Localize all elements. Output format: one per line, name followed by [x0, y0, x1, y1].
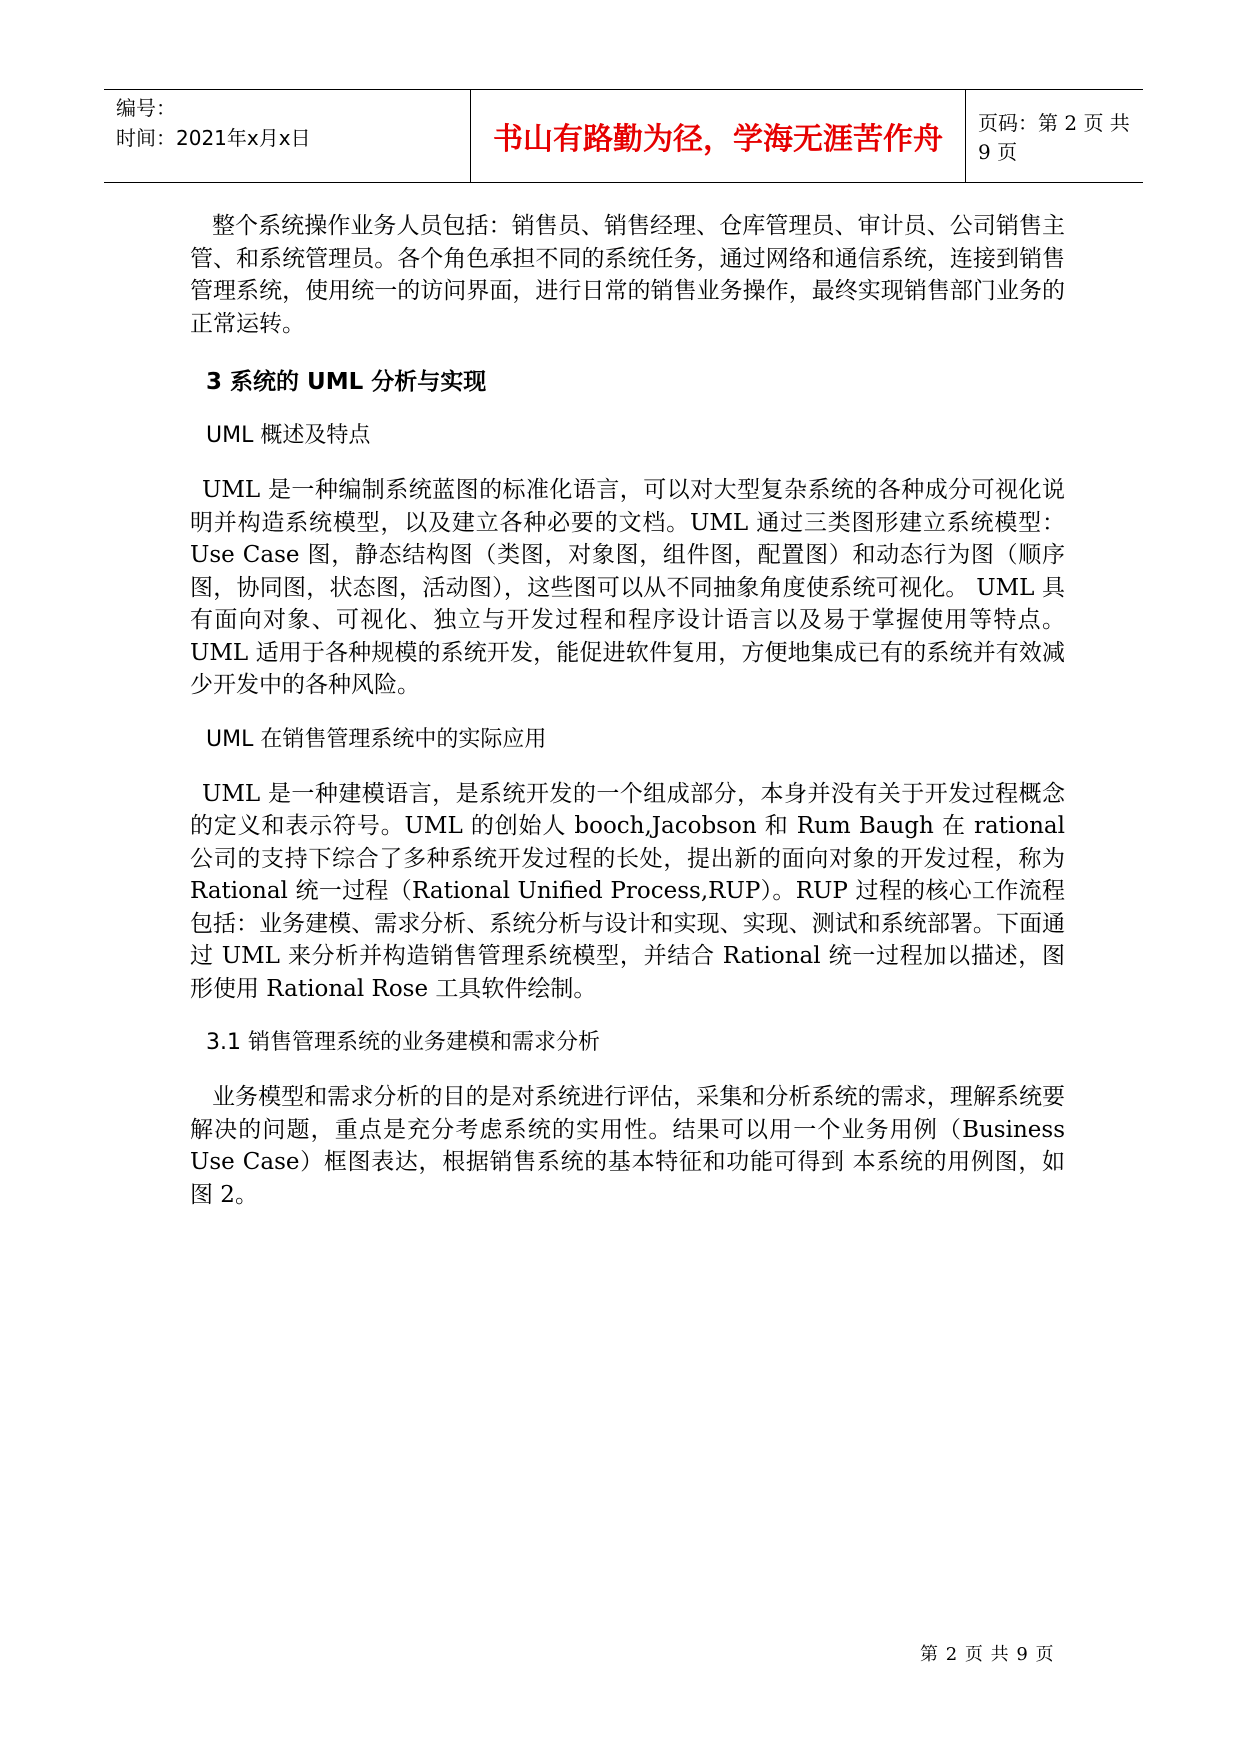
paragraph-uml-application: UML 是一种建模语言，是系统开发的一个组成部分，本身并没有关于开发过程概念的定义和表示符号。UML 的创始人 booch,Jacobson 和 Rum Baugh 在 rational 公司的支持下综合了多种系统开发过程的长处，提出新的面向对象的开发过程，称为 Rational 统一过程（Rational Unified Process,RUP）。RUP 过程的核心工作流程包括：业务建模、需求分析、系统分析与设计和实现、实现、测试和系统部署。下面通过 UML 来分析并构造销售管理系统模型，并结合 Rational 统一过程加以描述，图形使用 Rational Rose 工具软件绘制。	[190, 780, 1065, 1002]
subheading-uml-application: UML 在销售管理系统中的实际应用	[206, 726, 547, 752]
header-left	[116, 90, 470, 185]
doc-number-label: 编号：	[116, 96, 176, 120]
header-motto: 书山有路勤为径，学海无涯苦作舟	[470, 90, 966, 182]
subheading-uml-overview: UML 概述及特点	[206, 423, 371, 448]
paragraph-business-model: 业务模型和需求分析的目的是对系统进行评估，采集和分析系统的需求，理解系统要解决的问题，重点是充分考虑系统的实用性。结果可以用一个业务用例（Business Use Case）框图表达，根据销售系统的基本特征和功能可得到 本系统的用例图，如图 2。	[190, 1084, 1065, 1208]
paragraph-roles: 整个系统操作业务人员包括：销售员、销售经理、仓库管理员、审计员、公司销售主管、和系统管理员。各个角色承担不同的系统任务，通过网络和通信系统，连接到销售管理系统，使用统一的访问界面，进行日常的销售业务操作，最终实现销售部门业务的正常运转。	[190, 213, 1065, 337]
header-page-label: 页码：第 2 页 共 9 页	[978, 111, 1130, 164]
paragraph-uml-overview: UML 是一种编制系统蓝图的标准化语言，可以对大型复杂系统的各种成分可视化说明并构造系统模型，以及建立各种必要的文档。UML 通过三类图形建立系统模型： Use Case 图，静态结构图（类图，对象图，组件图，配置图）和动态行为图（顺序图，协同图，状态图，活动图），这些图可以从不同抽象角度使系统可视化。 UML 具有面向对象、可视化、独立与开发过程和程序设计语言以及易于掌握使用等特点。UML 适用于各种规模的系统开发，能促进软件复用，方便地集成已有的系统并有效减少开发中的各种风险。	[190, 477, 1065, 698]
page-footer: 第 2 页 共 9 页	[920, 1644, 1055, 1665]
page-content	[190, 210, 1065, 1211]
section-heading-3: 3 系统的 UML 分析与实现	[206, 369, 487, 395]
doc-time-label: 时间：2021年x月x日	[116, 126, 311, 150]
page-header	[104, 89, 1143, 183]
subheading-3-1: 3.1 销售管理系统的业务建模和需求分析	[206, 1030, 600, 1055]
